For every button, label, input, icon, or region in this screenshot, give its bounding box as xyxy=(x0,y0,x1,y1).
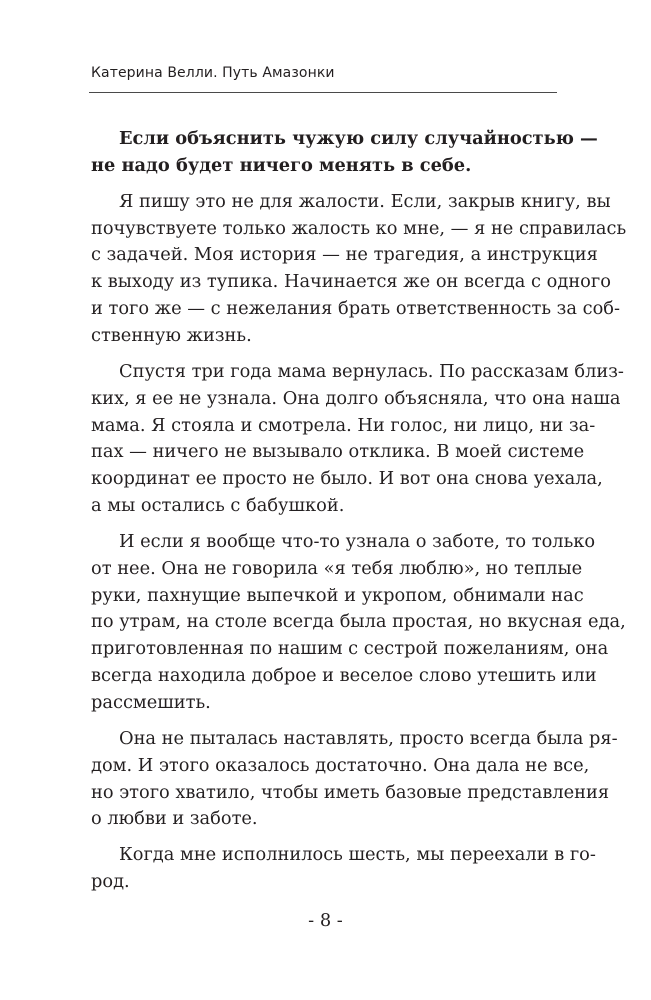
text-line: почувствуете только жалость ко мне, — я не справилась xyxy=(91,217,627,239)
text-line: Я пишу это не для жалости. Если, закрыв книгу, вы xyxy=(119,190,611,212)
text-line: по утрам, на столе всегда была простая, но вкусная еда, xyxy=(91,611,626,633)
text-line: с задачей. Моя история — не трагедия, а инструкция xyxy=(91,244,598,266)
text-line: пах — ничего не вызывало отклика. В моей системе xyxy=(91,441,585,463)
paragraph-5 xyxy=(91,842,596,896)
text-line: рассмешить. xyxy=(91,691,211,713)
paragraph-1 xyxy=(91,189,627,350)
body-text xyxy=(91,126,627,905)
text-line: ких, я ее не узнала. Она долго объясняла, что она наша xyxy=(91,387,621,409)
text-line: к выходу из тупика. Начинается же он всегда с одного xyxy=(91,271,611,293)
text-line: руки, пахнущие выпечкой и укропом, обнимали нас xyxy=(91,584,584,606)
text-line: род. xyxy=(91,871,130,893)
text-line: не надо будет ничего менять в себе. xyxy=(91,154,472,176)
text-line: ственную жизнь. xyxy=(91,324,252,346)
text-line: но этого хватило, чтобы иметь базовые представления xyxy=(91,781,610,803)
text-line: всегда находила доброе и веселое слово утешить или xyxy=(91,665,597,687)
text-line: координат ее просто не было. И вот она снова уехала, xyxy=(91,468,603,490)
paragraph-3 xyxy=(91,529,626,717)
lead-paragraph xyxy=(91,126,598,180)
text-line: от нее. Она не говорила «я тебя люблю», но теплые xyxy=(91,557,583,579)
paragraph-4 xyxy=(91,726,618,833)
text-line: приготовленная по нашим с сестрой пожеланиям, она xyxy=(91,638,609,660)
text-line: и того же — с нежелания брать ответственность за соб- xyxy=(91,298,620,320)
text-line: а мы остались с бабушкой. xyxy=(91,494,345,516)
header-rule xyxy=(89,92,557,93)
text-line: мама. Я стояла и смотрела. Ни голос, ни лицо, ни за- xyxy=(91,414,596,436)
text-line: о любви и заботе. xyxy=(91,808,258,830)
running-head: Катерина Велли. Путь Амазонки xyxy=(91,65,335,81)
text-line: Она не пыталась наставлять, просто всегда была ря- xyxy=(119,727,618,749)
text-line: дом. И этого оказалось достаточно. Она дала не все, xyxy=(91,754,590,776)
text-line: Когда мне исполнилось шесть, мы переехали в го- xyxy=(119,844,596,866)
page-number: - 8 - xyxy=(308,910,343,931)
paragraph-2 xyxy=(91,359,624,520)
text-line: Если объяснить чужую силу случайностью — xyxy=(119,128,598,149)
text-line: И если я вообще что-то узнала о заботе, то только xyxy=(119,531,596,553)
text-line: Спустя три года мама вернулась. По рассказам близ- xyxy=(119,360,624,382)
